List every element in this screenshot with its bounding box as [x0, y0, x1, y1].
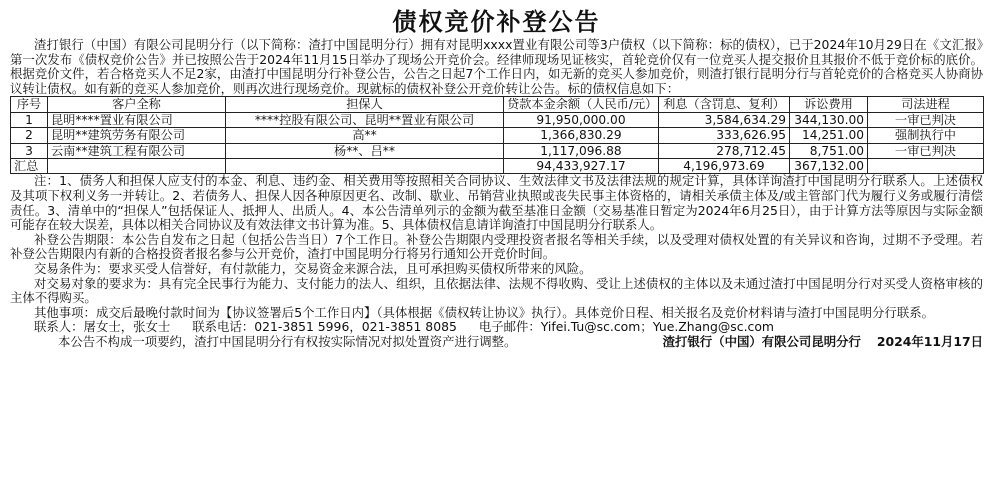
total-fee: 367,132.00	[790, 159, 868, 174]
row-index: 1	[11, 112, 48, 127]
header-fee: 诉讼费用	[790, 97, 868, 112]
row-guarantor: 高**	[226, 128, 504, 143]
row-interest: 333,626.95	[659, 128, 790, 143]
row-customer: 云南**建筑工程有限公司	[48, 143, 226, 158]
row-index: 2	[11, 128, 48, 143]
row-interest: 278,712.45	[659, 143, 790, 158]
header-guarantor: 担保人	[226, 97, 504, 112]
table-row	[11, 143, 984, 158]
row-principal: 1,117,096.88	[504, 143, 659, 158]
header-principal: 贷款本金余额（人民币/元）	[504, 97, 659, 112]
contact-email: 电子邮件：Yifei.Tu@sc.com；Yue.Zhang@sc.com	[478, 319, 774, 335]
row-guarantor: ****控股有限公司、昆明**置业有限公司	[226, 112, 504, 127]
row-fee: 14,251.00	[790, 128, 868, 143]
row-progress: 一审已判决	[868, 143, 984, 158]
table-header-row	[11, 97, 984, 112]
targets-paragraph: 对交易对象的要求为：具有完全民事行为能力、支付能力的法人、组织，且依据法律、法规不得收购、受让上述债权的主体以及未通过渣打中国昆明分行对买受人资格审核的主体不得购买。	[10, 275, 983, 306]
footer-issuer: 渣打银行（中国）有限公司昆明分行	[662, 333, 861, 349]
total-empty-progress	[868, 159, 984, 174]
total-principal: 94,433,927.17	[504, 159, 659, 174]
row-progress: 强制执行中	[868, 128, 984, 143]
other-paragraph: 其他事项：成交后最晚付款时间为【协议签署后5个工作日内】（具体根据《债权转让协议》执行）。具体竞价日程、相关报名及竞价材料请与渣打中国昆明分行联系。	[34, 304, 934, 320]
row-guarantor: 杨**、吕**	[226, 143, 504, 158]
table-row	[11, 128, 984, 143]
page-title: 债权竞价补登公告	[392, 7, 601, 36]
contact-persons: 联系人：屠女士，张女士	[34, 319, 171, 335]
header-interest: 利息（含罚息、复利）	[659, 97, 790, 112]
footer-disclaimer: 本公告不构成一项要约，渣打中国昆明分行有权按实际情况对拟处置资产进行调整。	[58, 333, 517, 349]
total-empty-guarantor	[226, 159, 504, 174]
table-total-row	[11, 159, 984, 174]
row-customer: 昆明****置业有限公司	[48, 112, 226, 127]
row-fee: 344,130.00	[790, 112, 868, 127]
conditions-paragraph: 交易条件为：要求买受人信誉好，有付款能力，交易资金来源合法，且可承担购买债权所带来的风险。	[34, 260, 592, 276]
header-index: 序号	[11, 97, 48, 112]
footer-line	[10, 335, 983, 350]
intro-paragraph: 渣打银行（中国）有限公司昆明分行（以下简称：渣打中国昆明分行）拥有对昆明xxxx置业有限公司等3户债权（以下简称：标的债权），已于2024年10月29日在《文汇报》第一次发布《债权竞价公告》并已按照公告于2024年11月15日举办了现场公开竞价会。经律师现场见证核实，首轮竞价仅有一位竞买人提交报价且其报价不低于竞价标的底价。根据竞价文件，若合格竞买人不足2家，由渣打中国昆明分行补登公告，公告之日起7个工作日内，如无新的竞买人参加竞价，则渣打银行昆明分行与首轮竞价的合格竞买人协商协议转让债权。如有新的竞买人参加竞价，则再次进行现场竞价。现就标的债权补登公开竞价转让公告。标的债权信息如下：	[10, 37, 983, 96]
row-interest: 3,584,634.29	[659, 112, 790, 127]
header-progress: 司法进程	[868, 97, 984, 112]
row-customer: 昆明**建筑劳务有限公司	[48, 128, 226, 143]
header-customer: 客户全称	[48, 97, 226, 112]
total-label: 汇总	[11, 159, 48, 174]
footer-signature	[663, 335, 983, 350]
contact-phone: 联系电话：021-3851 5996，021-3851 8085	[192, 319, 457, 335]
row-index: 3	[11, 143, 48, 158]
total-interest: 4,196,973.69	[659, 159, 790, 174]
claims-table	[10, 96, 984, 174]
contact-line	[10, 320, 983, 335]
row-principal: 1,366,830.29	[504, 128, 659, 143]
footer-date: 2024年11月17日	[876, 333, 983, 349]
table-row	[11, 112, 984, 127]
row-fee: 8,751.00	[790, 143, 868, 158]
notes-paragraph: 注：1、债务人和担保人应支付的本金、利息、违约金、相关费用等按照相关合同协议、生效法律文书及法律法规的规定计算，具体详询渣打中国昆明分行联系人。上述债权及其项下权利义务一并转让。2、若债务人、担保人因各种原因更名、改制、歇业、吊销营业执照或丧失民事主体资格的，请相关承债主体及/或主管部门代为履行义务或履行清偿责任。3、清单中的“担保人”包括保证人、抵押人、出质人。4、本公告清单列示的金额为截至基准日金额（交易基准日暂定为2024年6月25日），由于计算方法等原因与实际金额可能存在较大误差，具体以相关合同协议及有效法律文书计算为准。5、具体债权信息请详询渣打中国昆明分行联系人。	[10, 173, 983, 233]
total-empty-customer	[48, 159, 226, 174]
period-paragraph: 补登公告期限：本公告自发布之日起（包括公告当日）7个工作日。补登公告期限内受理投资者报名等相关手续，以及受理对债权处置的有关异议和咨询，过期不予受理。若补登公告期限内有新的合格投资者报名参与公开竞价，渣打中国昆明分行将另行通知公开竞价时间。	[10, 231, 983, 262]
row-progress: 一审已判决	[868, 112, 984, 127]
row-principal: 91,950,000.00	[504, 112, 659, 127]
